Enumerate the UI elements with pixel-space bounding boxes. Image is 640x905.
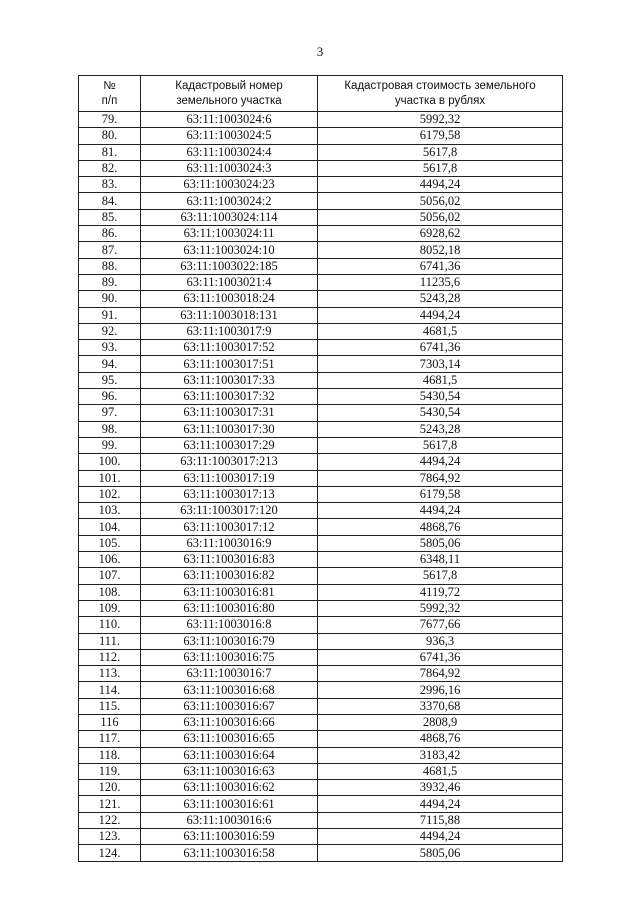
cadastral-value-cell: 5992,32 — [318, 600, 563, 616]
table-row — [79, 584, 563, 600]
cadastral-value-cell: 4868,76 — [318, 731, 563, 747]
row-number-cell: 88. — [79, 258, 141, 274]
table-row — [79, 829, 563, 845]
row-number-cell: 96. — [79, 389, 141, 405]
cadastral-value-cell: 6928,62 — [318, 226, 563, 242]
row-number-cell: 94. — [79, 356, 141, 372]
cadastral-value-cell: 5056,02 — [318, 193, 563, 209]
cadastral-number-cell: 63:11:1003016:6 — [141, 812, 318, 828]
cadastral-number-cell: 63:11:1003017:12 — [141, 519, 318, 535]
cadastral-value-cell: 4681,5 — [318, 763, 563, 779]
row-number-cell: 85. — [79, 209, 141, 225]
table-row — [79, 389, 563, 405]
header-row — [79, 76, 563, 112]
cadastral-value-cell: 4494,24 — [318, 829, 563, 845]
cadastral-number-cell: 63:11:1003016:80 — [141, 600, 318, 616]
cadastral-number-cell: 63:11:1003017:29 — [141, 437, 318, 453]
cadastral-value-cell: 5805,06 — [318, 535, 563, 551]
cadastral-value-cell: 4119,72 — [318, 584, 563, 600]
header-cadastral-value — [318, 76, 563, 112]
table-row — [79, 747, 563, 763]
cadastral-value-cell: 2808,9 — [318, 714, 563, 730]
table-row — [79, 112, 563, 128]
row-number-cell: 95. — [79, 372, 141, 388]
row-number-cell: 101. — [79, 470, 141, 486]
row-number-cell: 109. — [79, 600, 141, 616]
cadastral-value-cell: 2996,16 — [318, 682, 563, 698]
row-number-cell: 83. — [79, 177, 141, 193]
cadastral-number-cell: 63:11:1003017:33 — [141, 372, 318, 388]
cadastral-value-cell: 7303,14 — [318, 356, 563, 372]
cadastral-value-cell: 5243,28 — [318, 421, 563, 437]
cadastral-value-cell: 3932,46 — [318, 780, 563, 796]
cadastral-number-cell: 63:11:1003024:3 — [141, 160, 318, 176]
table-row — [79, 812, 563, 828]
row-number-cell: 122. — [79, 812, 141, 828]
table-row — [79, 160, 563, 176]
table-row — [79, 128, 563, 144]
row-number-cell: 113. — [79, 666, 141, 682]
table-row — [79, 226, 563, 242]
table-row — [79, 633, 563, 649]
table-row — [79, 340, 563, 356]
cadastral-number-cell: 63:11:1003016:66 — [141, 714, 318, 730]
table-row — [79, 258, 563, 274]
row-number-cell: 87. — [79, 242, 141, 258]
cadastral-number-cell: 63:11:1003017:52 — [141, 340, 318, 356]
cadastral-value-cell: 8052,18 — [318, 242, 563, 258]
table-row — [79, 372, 563, 388]
row-number-cell: 98. — [79, 421, 141, 437]
cadastral-number-cell: 63:11:1003016:58 — [141, 845, 318, 861]
cadastral-number-cell: 63:11:1003016:81 — [141, 584, 318, 600]
cadastral-value-cell: 4494,24 — [318, 503, 563, 519]
row-number-cell: 110. — [79, 617, 141, 633]
header-number-line-1: № — [103, 79, 116, 92]
cadastral-number-cell: 63:11:1003021:4 — [141, 274, 318, 290]
table-row — [79, 780, 563, 796]
row-number-cell: 82. — [79, 160, 141, 176]
cadastral-value-cell: 6348,11 — [318, 552, 563, 568]
row-number-cell: 111. — [79, 633, 141, 649]
row-number-cell: 86. — [79, 226, 141, 242]
table-row — [79, 177, 563, 193]
cadastral-number-cell: 63:11:1003024:10 — [141, 242, 318, 258]
cadastral-number-cell: 63:11:1003016:67 — [141, 698, 318, 714]
row-number-cell: 114. — [79, 682, 141, 698]
table-row — [79, 503, 563, 519]
table-row — [79, 649, 563, 665]
cadastral-value-cell: 4494,24 — [318, 796, 563, 812]
cadastral-number-cell: 63:11:1003024:11 — [141, 226, 318, 242]
table-row — [79, 617, 563, 633]
cadastral-number-cell: 63:11:1003018:131 — [141, 307, 318, 323]
table-row — [79, 666, 563, 682]
row-number-cell: 99. — [79, 437, 141, 453]
cadastral-value-cell: 4681,5 — [318, 372, 563, 388]
cadastral-number-cell: 63:11:1003016:83 — [141, 552, 318, 568]
table-row — [79, 535, 563, 551]
cadastral-value-cell: 5617,8 — [318, 568, 563, 584]
cadastral-value-cell: 4494,24 — [318, 307, 563, 323]
table-row — [79, 437, 563, 453]
cadastral-number-cell: 63:11:1003024:5 — [141, 128, 318, 144]
table-row — [79, 291, 563, 307]
table-row — [79, 552, 563, 568]
table-row — [79, 405, 563, 421]
row-number-cell: 106. — [79, 552, 141, 568]
row-number-cell: 89. — [79, 274, 141, 290]
table-row — [79, 209, 563, 225]
row-number-cell: 108. — [79, 584, 141, 600]
row-number-cell: 112. — [79, 649, 141, 665]
cadastral-number-cell: 63:11:1003016:62 — [141, 780, 318, 796]
page-number: 3 — [316, 44, 324, 59]
row-number-cell: 117. — [79, 731, 141, 747]
table-row — [79, 356, 563, 372]
cadastral-value-cell: 6741,36 — [318, 340, 563, 356]
row-number-cell: 116 — [79, 714, 141, 730]
cadastral-value-cell: 936,3 — [318, 633, 563, 649]
cadastral-value-cell: 5617,8 — [318, 160, 563, 176]
table-row — [79, 144, 563, 160]
cadastral-number-cell: 63:11:1003016:75 — [141, 649, 318, 665]
row-number-cell: 118. — [79, 747, 141, 763]
table-row — [79, 796, 563, 812]
table-row — [79, 698, 563, 714]
row-number-cell: 119. — [79, 763, 141, 779]
cadastral-value-cell: 4494,24 — [318, 454, 563, 470]
row-number-cell: 107. — [79, 568, 141, 584]
cadastral-number-cell: 63:11:1003018:24 — [141, 291, 318, 307]
cadastral-number-cell: 63:11:1003016:68 — [141, 682, 318, 698]
cadastral-number-cell: 63:11:1003016:82 — [141, 568, 318, 584]
cadastral-number-cell: 63:11:1003017:213 — [141, 454, 318, 470]
row-number-cell: 81. — [79, 144, 141, 160]
row-number-cell: 103. — [79, 503, 141, 519]
cadastral-value-cell: 5430,54 — [318, 405, 563, 421]
header-cadastral-value-line-1: Кадастровая стоимость земельного — [344, 79, 536, 92]
header-cadastral-number-line-2: земельного участка — [176, 94, 282, 107]
cadastral-number-cell: 63:11:1003017:9 — [141, 323, 318, 339]
cadastral-number-cell: 63:11:1003016:8 — [141, 617, 318, 633]
cadastral-number-cell: 63:11:1003024:2 — [141, 193, 318, 209]
row-number-cell: 91. — [79, 307, 141, 323]
cadastral-number-cell: 63:11:1003017:31 — [141, 405, 318, 421]
cadastral-number-cell: 63:11:1003016:79 — [141, 633, 318, 649]
table-row — [79, 242, 563, 258]
cadastral-number-cell: 63:11:1003016:63 — [141, 763, 318, 779]
cadastral-value-cell: 6741,36 — [318, 258, 563, 274]
cadastral-number-cell: 63:11:1003024:4 — [141, 144, 318, 160]
header-cadastral-number — [141, 76, 318, 112]
cadastral-number-cell: 63:11:1003017:19 — [141, 470, 318, 486]
header-cadastral-number-line-1: Кадастровый номер — [175, 79, 283, 92]
table-row — [79, 568, 563, 584]
row-number-cell: 105. — [79, 535, 141, 551]
row-number-cell: 120. — [79, 780, 141, 796]
row-number-cell: 84. — [79, 193, 141, 209]
cadastral-number-cell: 63:11:1003017:32 — [141, 389, 318, 405]
cadastral-value-cell: 6741,36 — [318, 649, 563, 665]
table-row — [79, 714, 563, 730]
cadastral-number-cell: 63:11:1003016:59 — [141, 829, 318, 845]
cadastral-value-cell: 5805,06 — [318, 845, 563, 861]
table-row — [79, 421, 563, 437]
cadastral-value-table — [78, 75, 563, 862]
cadastral-number-cell: 63:11:1003017:51 — [141, 356, 318, 372]
table-row — [79, 682, 563, 698]
row-number-cell: 104. — [79, 519, 141, 535]
header-number-line-2: п/п — [101, 94, 118, 107]
table-row — [79, 845, 563, 861]
table-row — [79, 454, 563, 470]
cadastral-value-cell: 5617,8 — [318, 437, 563, 453]
cadastral-value-cell: 5056,02 — [318, 209, 563, 225]
row-number-cell: 80. — [79, 128, 141, 144]
cadastral-value-cell: 4681,5 — [318, 323, 563, 339]
cadastral-value-cell: 5992,32 — [318, 112, 563, 128]
table-row — [79, 600, 563, 616]
cadastral-value-cell: 7677,66 — [318, 617, 563, 633]
row-number-cell: 102. — [79, 486, 141, 502]
cadastral-value-cell: 4494,24 — [318, 177, 563, 193]
row-number-cell: 115. — [79, 698, 141, 714]
table-row — [79, 519, 563, 535]
table-header — [79, 76, 563, 112]
cadastral-value-cell: 6179,58 — [318, 128, 563, 144]
table-row — [79, 763, 563, 779]
cadastral-number-cell: 63:11:1003016:9 — [141, 535, 318, 551]
cadastral-value-cell: 7864,92 — [318, 666, 563, 682]
table-row — [79, 274, 563, 290]
header-number — [79, 76, 141, 112]
row-number-cell: 124. — [79, 845, 141, 861]
cadastral-value-cell: 5430,54 — [318, 389, 563, 405]
cadastral-value-cell: 5243,28 — [318, 291, 563, 307]
cadastral-number-cell: 63:11:1003022:185 — [141, 258, 318, 274]
table-body — [79, 112, 563, 862]
cadastral-number-cell: 63:11:1003017:120 — [141, 503, 318, 519]
cadastral-value-cell: 4868,76 — [318, 519, 563, 535]
row-number-cell: 93. — [79, 340, 141, 356]
cadastral-number-cell: 63:11:1003017:30 — [141, 421, 318, 437]
cadastral-value-cell: 5617,8 — [318, 144, 563, 160]
cadastral-value-cell: 11235,6 — [318, 274, 563, 290]
cadastral-number-cell: 63:11:1003017:13 — [141, 486, 318, 502]
row-number-cell: 100. — [79, 454, 141, 470]
row-number-cell: 90. — [79, 291, 141, 307]
cadastral-number-cell: 63:11:1003024:23 — [141, 177, 318, 193]
cadastral-value-cell: 3183,42 — [318, 747, 563, 763]
cadastral-number-cell: 63:11:1003016:64 — [141, 747, 318, 763]
table-row — [79, 486, 563, 502]
cadastral-value-cell: 6179,58 — [318, 486, 563, 502]
cadastral-value-cell: 3370,68 — [318, 698, 563, 714]
cadastral-number-cell: 63:11:1003016:61 — [141, 796, 318, 812]
row-number-cell: 92. — [79, 323, 141, 339]
cadastral-value-cell: 7115,88 — [318, 812, 563, 828]
table-row — [79, 307, 563, 323]
table-row — [79, 193, 563, 209]
row-number-cell: 79. — [79, 112, 141, 128]
table-row — [79, 470, 563, 486]
row-number-cell: 121. — [79, 796, 141, 812]
cadastral-value-cell: 7864,92 — [318, 470, 563, 486]
table-row — [79, 731, 563, 747]
cadastral-number-cell: 63:11:1003016:7 — [141, 666, 318, 682]
cadastral-number-cell: 63:11:1003016:65 — [141, 731, 318, 747]
cadastral-number-cell: 63:11:1003024:114 — [141, 209, 318, 225]
header-cadastral-value-line-2: участка в рублях — [394, 94, 486, 107]
cadastral-number-cell: 63:11:1003024:6 — [141, 112, 318, 128]
table-row — [79, 323, 563, 339]
row-number-cell: 123. — [79, 829, 141, 845]
row-number-cell: 97. — [79, 405, 141, 421]
